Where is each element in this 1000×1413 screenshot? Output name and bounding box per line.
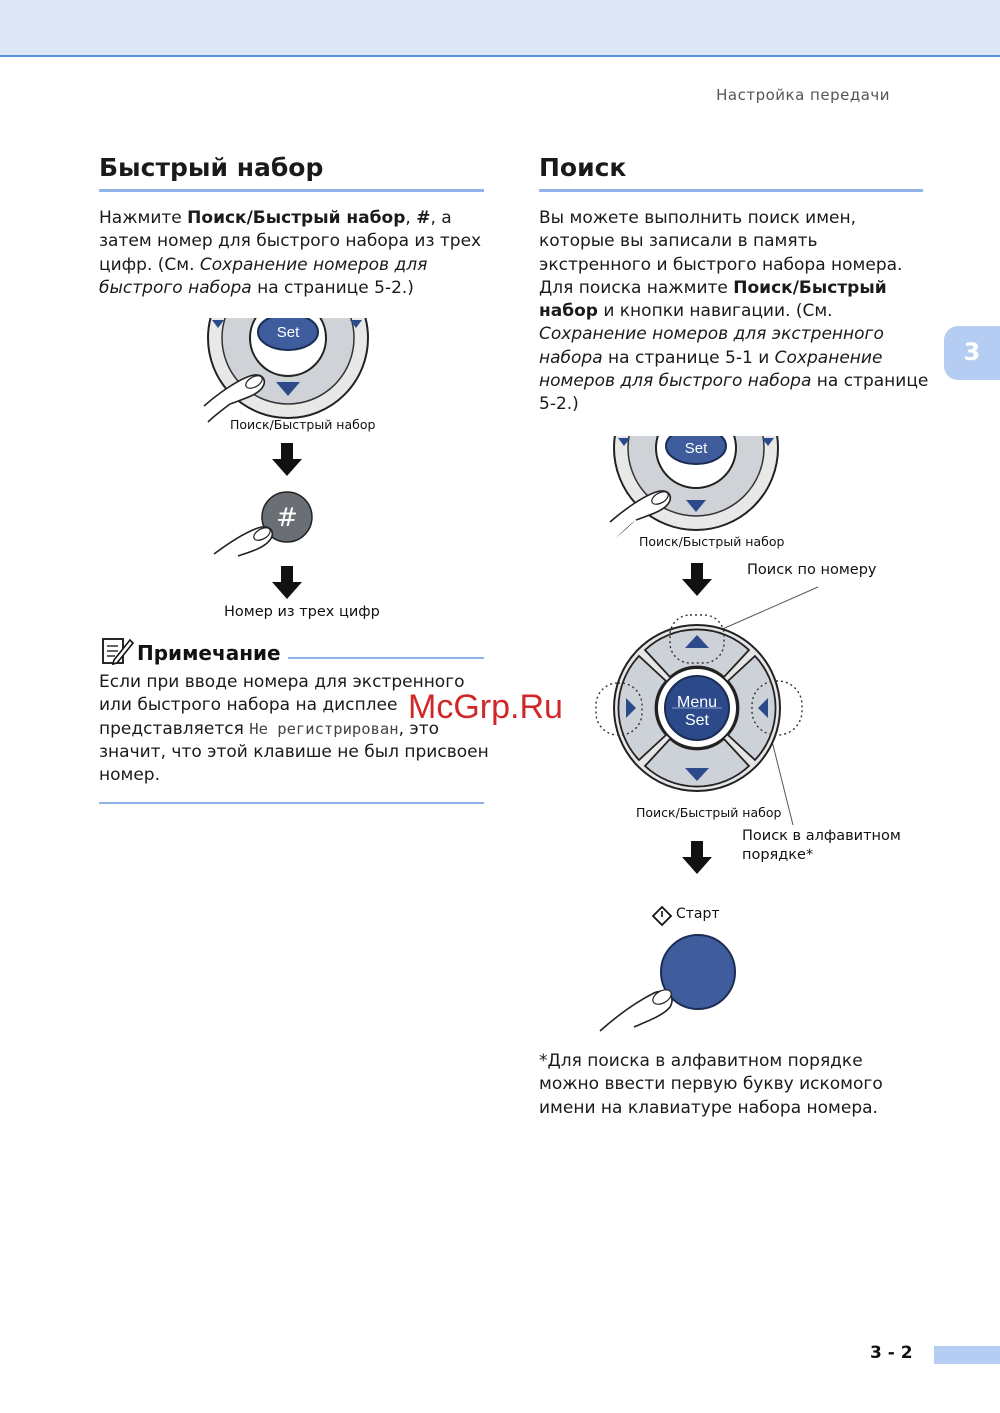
- watermark: McGrp.Ru: [408, 688, 563, 726]
- set-label: Set: [276, 324, 300, 341]
- three-digit-label: Номер из трех цифр: [224, 604, 380, 620]
- down-arrow-icon: [272, 443, 302, 477]
- note-icon: [102, 636, 134, 666]
- section-title: Настройка передачи: [716, 86, 890, 104]
- search-alpha-label: Поиск в алфавитном порядке*: [742, 828, 901, 863]
- nav-pad-illustration: [190, 318, 390, 428]
- note-title: Примечание: [137, 641, 281, 665]
- full-nav-pad-illustration: [590, 585, 820, 825]
- down-arrow-icon: [272, 566, 302, 600]
- search-key-label: Поиск/Быстрый набор: [230, 417, 376, 432]
- down-arrow-icon: [682, 841, 712, 875]
- menu-label: Menu: [676, 694, 718, 711]
- speed-dial-heading: Быстрый набор: [99, 153, 324, 182]
- note-end-rule: [99, 802, 484, 804]
- set-label: Set: [684, 440, 708, 457]
- start-label: Старт: [676, 906, 720, 922]
- heading-rule: [539, 189, 923, 192]
- start-button-illustration: [592, 935, 742, 1040]
- chapter-tab: 3: [944, 326, 1000, 380]
- search-key-label: Поиск/Быстрый набор: [639, 534, 785, 549]
- page-number: 3 - 2: [870, 1343, 913, 1363]
- top-band: [0, 0, 1000, 57]
- hash-label: #: [276, 503, 298, 533]
- search-heading: Поиск: [539, 153, 627, 182]
- nav-pad-illustration: [600, 436, 800, 544]
- start-diamond-icon: [652, 906, 672, 926]
- footnote: *Для поиска в алфавитном порядке можно ввести первую букву искомого имени на клавиатуре набора номера.: [539, 1051, 883, 1118]
- set-label: Set: [684, 712, 710, 729]
- search-intro: Вы можете выполнить поиск имен, которые вы записали в память экстренного и быстрого набора номера. Для поиска нажмите Поиск/Быстрый набор и кнопки навигации. (См. Сохранение номеров для экстренного набора на странице 5-1 и Сохранение номеров для быстрого набора на странице 5-2.): [539, 208, 929, 415]
- note-rule: [288, 657, 484, 659]
- heading-rule: [99, 189, 484, 192]
- speed-dial-intro: Нажмите Поиск/Быстрый набор, #, а затем номер для быстрого набора из трех цифр. (См. Сохранение номеров для быстрого набора на странице 5-2.): [99, 208, 482, 298]
- search-key-label: Поиск/Быстрый набор: [636, 805, 782, 820]
- hash-key-illustration: [210, 490, 320, 565]
- page-number-bar: [934, 1346, 1000, 1364]
- note-text: Если при вводе номера для экстренного или быстрого набора на дисплее представляется Не регистрирован, это значит, что этой клавише не был присвоен номер.: [99, 672, 489, 786]
- search-by-number-label: Поиск по номеру: [747, 562, 877, 578]
